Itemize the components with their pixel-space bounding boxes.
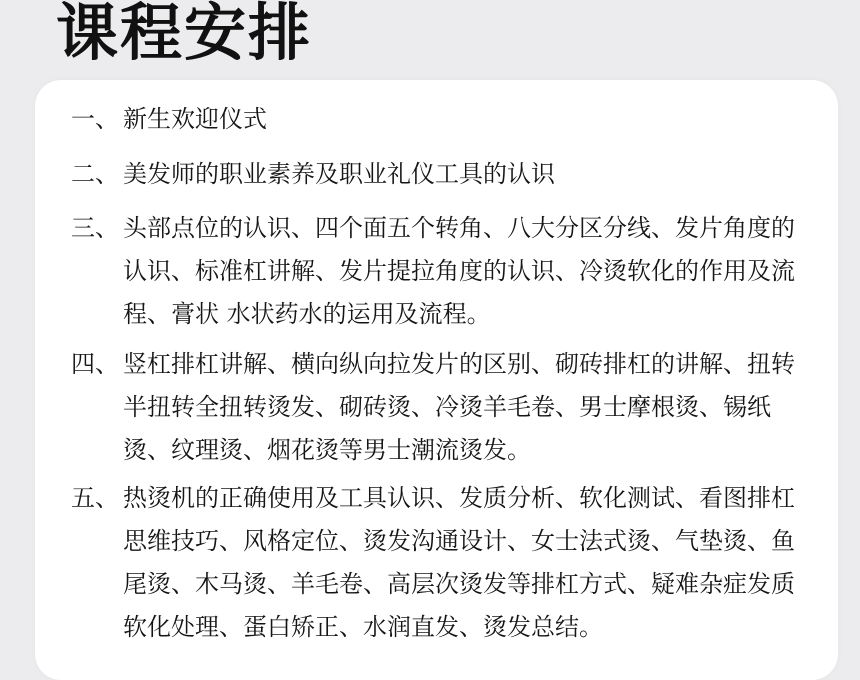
list-item — [71, 153, 813, 196]
list-item-number: 三、 — [71, 214, 119, 242]
list-item-text: 头部点位的认识、四个面五个转角、八大分区分线、发片角度的认识、标准杠讲解、发片提拉角度的认识、冷烫软化的作用及流程、膏状 水状药水的运用及流程。 — [123, 214, 795, 328]
list-item — [71, 98, 813, 141]
list-item-text: 竖杠排杠讲解、横向纵向拉发片的区别、砌砖排杠的讲解、扭转半扭转全扭转烫发、砌砖烫、冷烫羊毛卷、男士摩根烫、锡纸烫、纹理烫、烟花烫等男士潮流烫发。 — [123, 350, 795, 464]
list-item-text: 新生欢迎仪式 — [123, 105, 267, 133]
list-item — [71, 343, 813, 472]
list-item-text: 热烫机的正确使用及工具认识、发质分析、软化测试、看图排杠思维技巧、风格定位、烫发沟通设计、女士法式烫、气垫烫、鱼尾烫、木马烫、羊毛卷、高层次烫发等排杠方式、疑难杂症发质软化处理、蛋白矫正、水润直发、烫发总结。 — [123, 484, 795, 641]
course-card — [35, 80, 838, 680]
list-item-number: 二、 — [71, 160, 119, 188]
list-item — [71, 477, 813, 649]
list-item-number: 五、 — [71, 484, 119, 512]
list-item-number: 四、 — [71, 350, 119, 378]
page-title: 课程安排 — [56, 0, 313, 69]
list-item-text: 美发师的职业素养及职业礼仪工具的认识 — [123, 160, 555, 188]
list-item-number: 一、 — [71, 105, 119, 133]
list-item — [71, 207, 813, 336]
